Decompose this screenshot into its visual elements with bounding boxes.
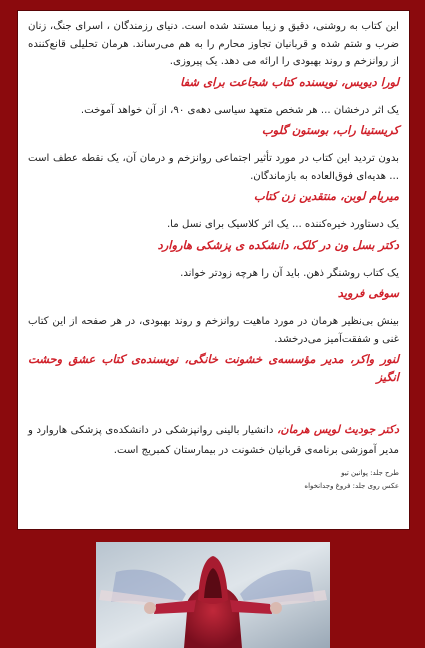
quote-text: این کتاب به روشنی، دقیق و زیبا مستند شده است. دنیای رزمندگان ، اسرای جنگ، زنان ضرب و شتم شده و قربانیان تجاوز محارم را به هم می‌رساند. هرمان تحلیلی قانع‌کننده از روانزخم و روند بهبودی را ارائه می دهد. یک پیروزی. [28, 21, 399, 67]
quote-text: بدون تردید این کتاب در مورد تأثیر اجتماعی روانزخم و درمان آن، یک نقطه عطف است ... هدیه‌ای فوق‌العاده به بازماندگان. [28, 153, 399, 182]
quote-text: یک اثر درخشان ... هر شخص متعهد سیاسی دهه‌ی ۹۰، از آن خواهد آموخت. [80, 104, 399, 116]
quote-author: میریام لوبن، منتقدین زن کتاب [253, 189, 399, 203]
author-bio [28, 420, 399, 461]
quote-author: لورا دیویس، نویسنده کتاب شجاعت برای شفا [180, 74, 399, 89]
quote-text: بینش بی‌نظیر هرمان در مورد ماهیت روانزخم و روند بهبودی، در هر صفحه از این کتاب غنی و شفقت‌آمیز می‌درخشد. [28, 316, 399, 345]
author-bio-name: دکتر جودیث لویس هرمان، [276, 423, 399, 436]
cover-design-credit: طرح جلد: پوانین تیو [341, 469, 399, 477]
quote-text: یک کتاب روشنگر ذهن. باید آن را هرچه زودتر خواند. [180, 267, 399, 279]
cover-photo-credit: عکس روی جلد: فروغ وجدانخواه [304, 482, 399, 490]
cover-credits [28, 467, 399, 493]
quote-author: دکتر بسل ون در کلک، دانشکده ی پزشکی هاروارد [157, 237, 399, 252]
back-cover-text-panel [17, 10, 410, 530]
quote-author: کریستینا راب، بوستون گلوب [261, 123, 399, 137]
cover-photo-hooded-figure [96, 542, 330, 648]
author-bio-text: دانشیار بالینی روانپزشکی در دانشکده‌ی پزشکی هاروارد و مدیر آموزشی برنامه‌ی قربانیان خشونت در بیمارستان کمبریج است. [28, 425, 399, 456]
quote-author: سوفی فروید [337, 286, 399, 300]
quote-text: یک دستاورد خیره‌کننده ... یک اثر کلاسیک برای نسل ما. [166, 219, 399, 230]
hooded-figure-image [96, 542, 330, 648]
quote-author: لنور واکر، مدیر مؤسسه‌ی خشونت خانگی، نویسنده‌ی کتاب عشق وحشت انگیز [28, 352, 399, 384]
